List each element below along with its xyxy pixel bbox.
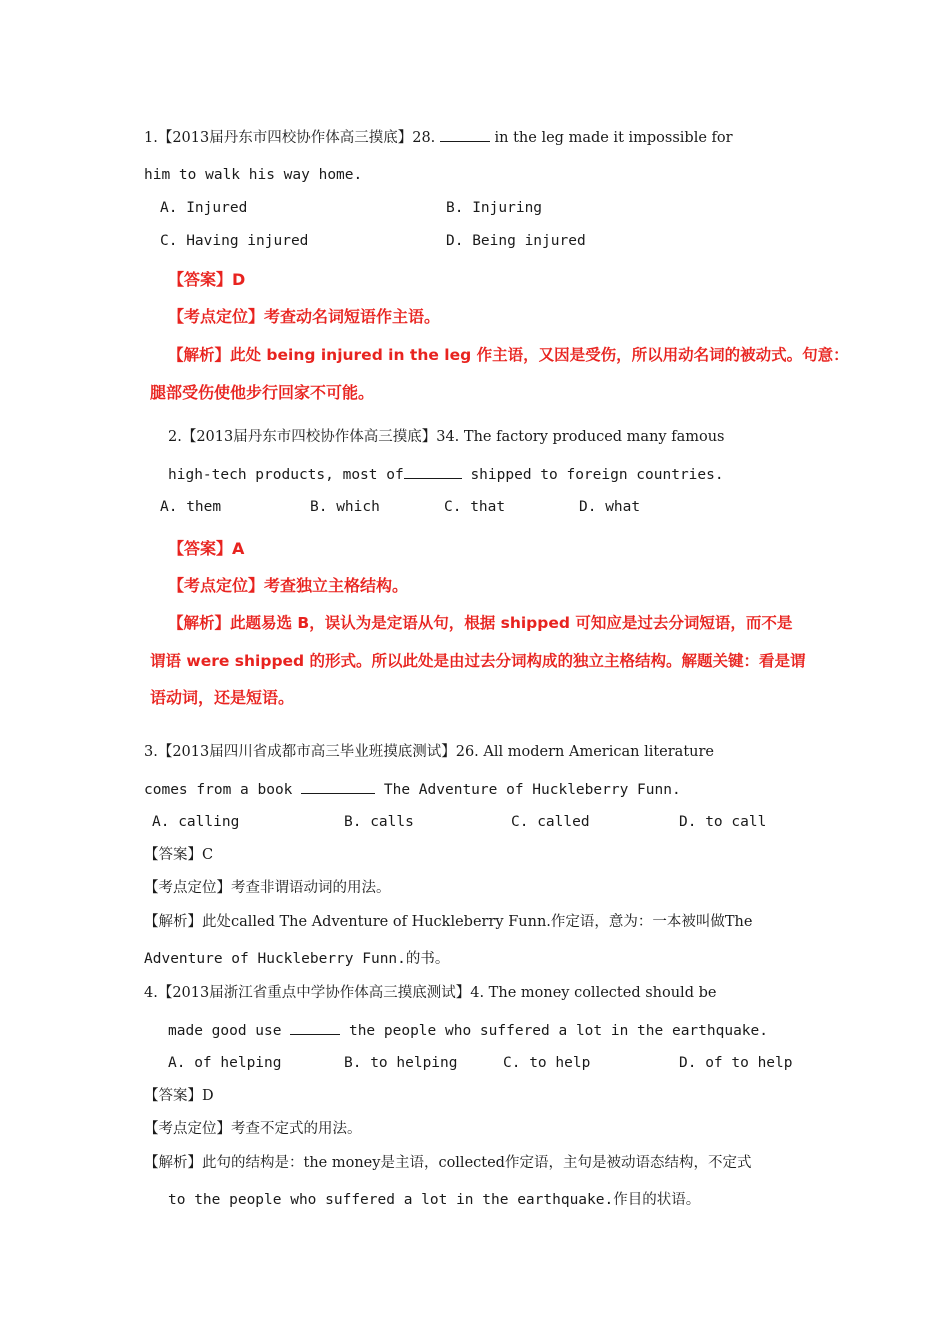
q1-option-c: C. Having injured [160, 233, 309, 249]
q2-answer: 【答案】A [168, 539, 245, 558]
q3-stem-prefix: comes from a book [144, 782, 293, 798]
q3-analysis-line1: 【解析】此处called The Adventure of Huckleberry Funn.作定语，意为：一本被叫做The [144, 914, 753, 930]
q2-analysis-line2: 谓语 were shipped 的形式。所以此处是由过去分词构成的独立主格结构。解题关键：看是谓 [150, 652, 806, 670]
q4-blank [290, 1020, 340, 1035]
q2-analysis-line3: 语动词，还是短语。 [150, 688, 295, 707]
q3-blank [301, 779, 375, 794]
q2-option-d: D. what [579, 499, 641, 515]
q3-option-b: B. calls [344, 814, 414, 830]
q4-topic: 【考点定位】考查不定式的用法。 [144, 1121, 362, 1137]
q1-analysis-line1: 【解析】此处 being injured in the leg 作主语，又因是受伤，所以用动名词的被动式。句意： [168, 346, 849, 364]
q4-answer: 【答案】D [144, 1088, 214, 1104]
q2-stem-line1: 2.【2013届丹东市四校协作体高三摸底】34. The factory produced many famous [168, 429, 725, 445]
q4-analysis-line2: to the people who suffered a lot in the earthquake.作目的状语。 [168, 1192, 701, 1208]
q4-option-b: B. to helping [344, 1055, 458, 1071]
q1-analysis-line2: 腿部受伤使他步行回家不可能。 [150, 383, 375, 402]
q1-option-b: B. Injuring [446, 200, 543, 216]
q1-option-a: A. Injured [160, 200, 248, 216]
q3-stem-line2 [144, 779, 681, 800]
q2-stem-suffix: shipped to foreign countries. [470, 467, 724, 483]
q3-answer: 【答案】C [144, 847, 214, 863]
q4-option-d: D. of to help [679, 1055, 793, 1071]
q3-stem-suffix: The Adventure of Huckleberry Funn. [383, 782, 681, 798]
q4-analysis-line1: 【解析】此句的结构是：the money是主语，collected作定语，主句是被动语态结构，不定式 [144, 1155, 752, 1171]
q3-option-a: A. calling [152, 814, 240, 830]
q2-blank [404, 464, 462, 479]
q1-answer: 【答案】D [168, 270, 246, 289]
q3-option-c: C. called [511, 814, 590, 830]
q2-topic: 【考点定位】考查独立主格结构。 [168, 576, 409, 595]
q1-blank [440, 127, 490, 142]
q3-analysis-line2: Adventure of Huckleberry Funn.的书。 [144, 951, 450, 967]
q2-option-b: B. which [310, 499, 380, 515]
q1-stem-suffix: in the leg made it impossible for [494, 130, 733, 146]
q3-stem-line1: 3.【2013届四川省成都市高三毕业班摸底测试】26. All modern American literature [144, 744, 715, 760]
q2-option-c: C. that [444, 499, 506, 515]
q3-option-d: D. to call [679, 814, 767, 830]
q4-stem-suffix: the people who suffered a lot in the earthquake. [348, 1023, 768, 1039]
q2-stem-line2 [168, 464, 724, 485]
q1-stem-line1 [144, 127, 733, 148]
q4-stem-line2 [168, 1020, 768, 1041]
q1-stem-line2: him to walk his way home. [144, 167, 363, 183]
q4-stem-line1: 4.【2013届浙江省重点中学协作体高三摸底测试】4. The money collected should be [144, 985, 717, 1001]
q4-option-a: A. of helping [168, 1055, 282, 1071]
q2-stem-prefix: high-tech products, most of [168, 467, 404, 483]
q4-stem-prefix: made good use [168, 1023, 282, 1039]
q2-option-a: A. them [160, 499, 222, 515]
q1-option-d: D. Being injured [446, 233, 586, 249]
q4-option-c: C. to help [503, 1055, 591, 1071]
q3-topic: 【考点定位】考查非谓语动词的用法。 [144, 880, 391, 896]
q1-topic: 【考点定位】考查动名词短语作主语。 [168, 307, 441, 326]
q2-analysis-line1: 【解析】此题易选 B，误认为是定语从句，根据 shipped 可知应是过去分词短语，而不是 [168, 614, 793, 632]
q1-stem-prefix: 1.【2013届丹东市四校协作体高三摸底】28. [144, 130, 436, 146]
